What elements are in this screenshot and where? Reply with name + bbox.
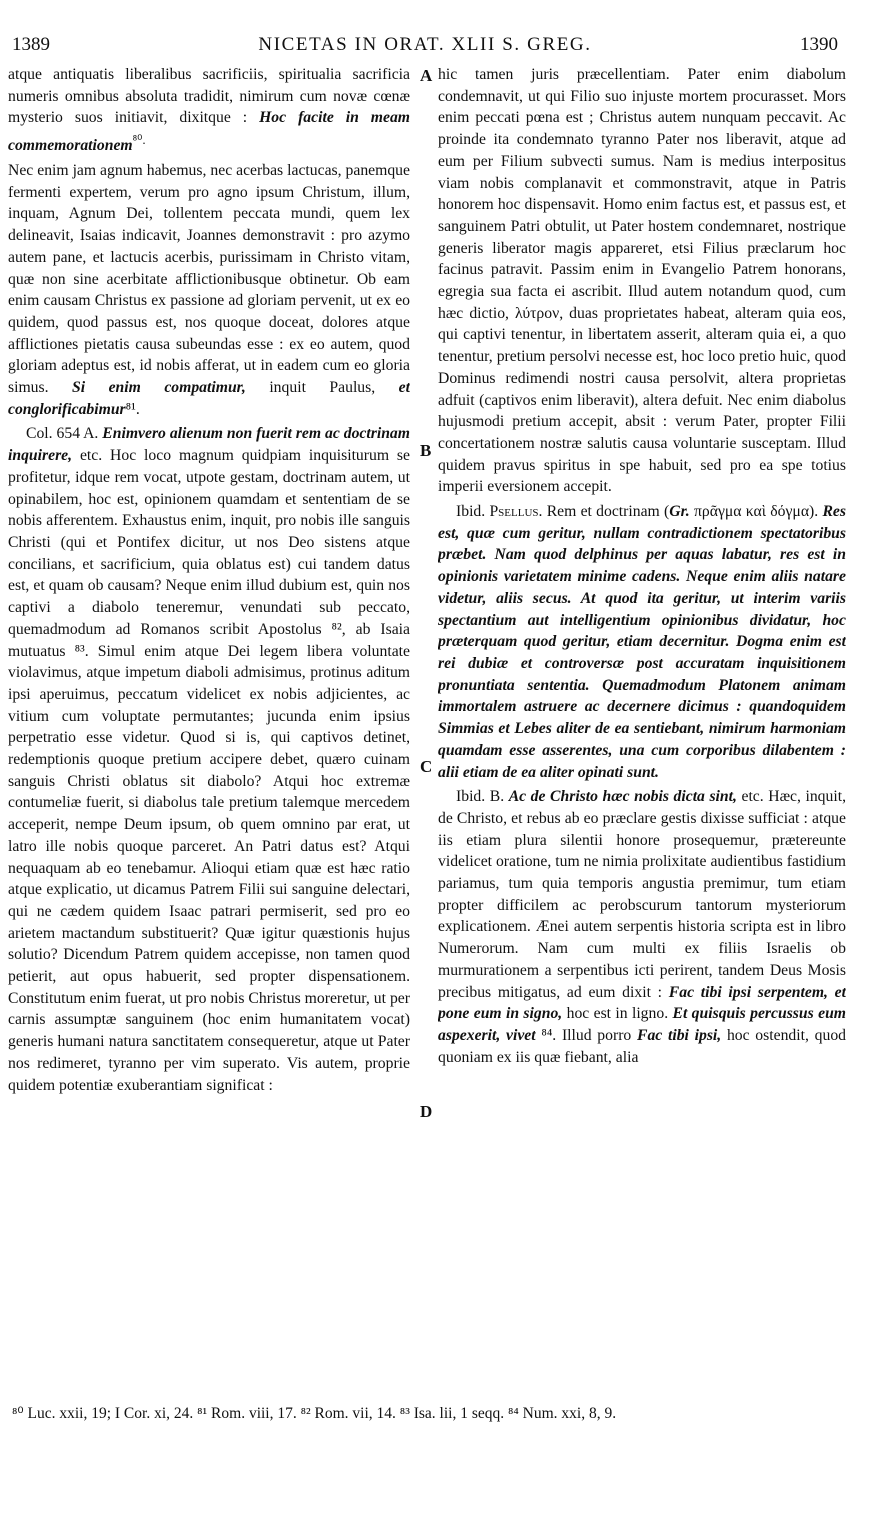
- left-column: [8, 64, 410, 1096]
- margin-mark-b: B: [420, 441, 432, 460]
- margin-mark-a: A: [420, 66, 433, 85]
- commentary-paragraph: Col. 654 A. Enimvero alienum non fuerit rem ac doctrinam inquirere, etc. Hoc loco magnum quidpiam inquisiturum se profitetur, idque rem vocat, utpote gestam, doctrinam autem, ut opinabilem, hoc est, opinionem quamdam et sententiam de se nobis afferentem. Exhaustus enim, inquit, pro nobis ille sanguis Christi (qui et Pontifex dicitur, ut nos Deo sistens atque concilians, et sacrificium, quia oblatus est) cui tandem datus est, et quam ob causam? Neque enim illud dubium est, quin nos captivi a diabolo teneremur, venundati sub peccato, quemadmodum ad Romanos scribit Apostolus ⁸², ab Isaia mutuatus ⁸³. Simul enim atque Dei legem libera voluntate violavimus, atque impetum diaboli admisimus, protinus aditum ipsi aperuimus, peccatum videlicet ex nobis adjicientes, ac vitium cum voluptate permutantes; jucunda enim ipsius perpetratio esse videtur. Quod si is, qui captivos detinet, redemptionis quoque pretium accipere debet, quæro cuinam sanguis Christi oblatus sit diabolo? Atqui hoc extremæ contumeliæ fuerit, si diabolus tale pretium talemque mercedem acceperit, nempe Deum ipsum, ob quem omnino par erat, ut latro ille nobis quoque parceret. An Patri datus est? Atqui nequaquam ab eo tenebamur. Alioqui etiam quæ est hæc ratio atque explicatio, ut dicamus Patrem Filii sui sanguine delectari, qui ne cædem quidem Isaac patrari permiserit, sed pro eo arietem mactandum substituerit? Quæ igitur quæstionis hujus solutio? Dicendum Patrem quidem accepisse, non tamen quod petierit, aut opus habuerit, sed propter dispensationem. Constitutum enim fuerat, ut pro nobis Christus moreretur, ut per carnis assumptæ sanguinem (hoc enim humanitatem vocat) generis humani natura sanctitatem consequeretur, atque ut Pater nos redimeret, tyranno per vim superato. Vis autem, proprie quidem potentiæ exuberantiam significat :: [8, 425, 410, 1094]
- right-column: [438, 64, 846, 1068]
- footnotes: ⁸⁰ Luc. xxii, 19; I Cor. xi, 24. ⁸¹ Rom. viii, 17. ⁸² Rom. vii, 14. ⁸³ Isa. lii, 1 seqq. ⁸⁴ Num. xxi, 8, 9.: [12, 1405, 617, 1422]
- running-header: [12, 34, 838, 56]
- running-title: NICETAS IN ORAT. XLII S. GREG.: [258, 34, 592, 55]
- paragraph: Nec enim jam agnum habemus, nec acerbas lactucas, panemque fermenti expertem, verum pro agno ipsum Christum, illum, inquam, Agnum Dei, tollentem peccata mundi, quem lex delineavit, Isaias indicavit, Joannes demonstravit : pro azymo autem pane, et lactucis acerbis, purissimam in Christo vitam, quæ non sine acerbitate afflictionibusque obtinetur. Ob eam enim causam Christus ex passione ad gloriam pervenit, ut ex eo quidem, quod passus est, nos quoque doceat, dolores atque afflictiones pietatis causa subeundas esse : ex eo autem, quod gloriam adeptus est, id nobis afferat, ut in eadem cum eo gloria simus. Si enim compatimur, inquit Paulus, et conglorificabimur⁸¹.: [8, 162, 410, 418]
- margin-mark-c: C: [420, 757, 433, 776]
- commentary-paragraph: Ibid. Psellus. Rem et doctrinam (Gr. πρᾶγμα καὶ δόγμα). Res est, quæ cum geritur, nullam contradictionem spectatoribus præbet. Nam quod delphinus per aquas labatur, res est in opinionis varietatem minime cadens. Neque enim aliis natare videtur, aliis secus. At quod ita geritur, ut interim variis spectantium aut intelligentium opinionibus dividatur, hoc præterquam quod geritur, etiam decernitur. Dogma enim est rei dubiæ et controversæ post accuratam inquisitionem pronuntiata sententia. Quemadmodum Platonem animam immortalem astruere ac decernere dicimus : quandoquidem Simmias et Lebes aliter de ea sentiebant, nimirum harmoniam quamdam esse asserentes, una cum corporibus dilabentem : alii etiam de ea aliter opinati sunt.: [438, 503, 846, 781]
- paragraph: hic tamen juris præcellentiam. Pater enim diabolum condemnavit, ut qui Filio suo injuste mortem procurasset. Mors enim peccati pœna est ; Christus autem nunquam peccavit. Ac proinde ita condemnato tyranno Pater nos liberavit, atque ad eum per Filium subvecti sumus. Nam is medius interpositus viam nobis complanavit et commonstravit, atque in Patris honorem hoc dispensavit. Homo enim factus est, et passus est, et sanguinem Patri obtulit, ut Pater hostem condemnaret, nostrique generis liberator magis appareret, etsi Filius præclarum hoc facinus patravit. Passim enim in Evangelio Patrem honorans, egregia sua facta ei ascribit. Illud autem notandum quod, cum hæc dictio, λύτρον, duas proprietates habeat, alteram quia eos, qui captivi tenentur, in libertatem asserit, alteram quia ei, a quo tenentur, pretium persolvi necesse est, hoc loco pretio huic, quod Dominus redimendi nostri causa persolvit, altera proprietas adfuit (captivos enim liberavit), altera defuit. Nec enim diabolus hujusmodi pretium accepit, absit : verum Pater, propter Filii concertationem nostræ salutis causa voluntarie susceptam. Illud quidem pravus spiritus in spe habuit, sed pro ea spe totius imperii eversionem accepit.: [438, 66, 846, 496]
- page-number-left: 1389: [12, 34, 50, 55]
- commentary-paragraph: Ibid. B. Ac de Christo hæc nobis dicta sint, etc. Hæc, inquit, de Christo, et rebus ab eo præclare gestis dixisse sufficiat : atque iis etiam plura silentii honore prosequemur, prætereunte videlicet oratione, tum ne nimia prolixitate audientibus fastidium pariamus, tum quia temporis angustia premimur, tum etiam propter difficilem ac perobscurum tantorum mysteriorum explicationem. Ænei autem serpentis historia scripta est in libro Numerorum. Nam cum multi ex filiis Israelis ob murmurationem a serpentibus icti perirent, tandem Deus Mosis precibus mitigatus, ad eum dixit : Fac tibi ipsi serpentem, et pone eum in signo, hoc est in ligno. Et quisquis percussus eum aspexerit, vivet ⁸⁴. Illud porro Fac tibi ipsi, hoc ostendit, quod quoniam ex iis quæ fiebant, alia: [438, 788, 846, 1066]
- margin-mark-d: D: [420, 1102, 433, 1121]
- page-number-right: 1390: [800, 34, 838, 55]
- paragraph: atque antiquatis liberalibus sacrificiis, spiritualia sacrificia numeris omnibus absoluta tradidit, nimirum cum novæ cœnæ mysterio suos initiavit, dixitque : Hoc facite in meam commemorationem$^{^{80}.}$: [8, 66, 410, 155]
